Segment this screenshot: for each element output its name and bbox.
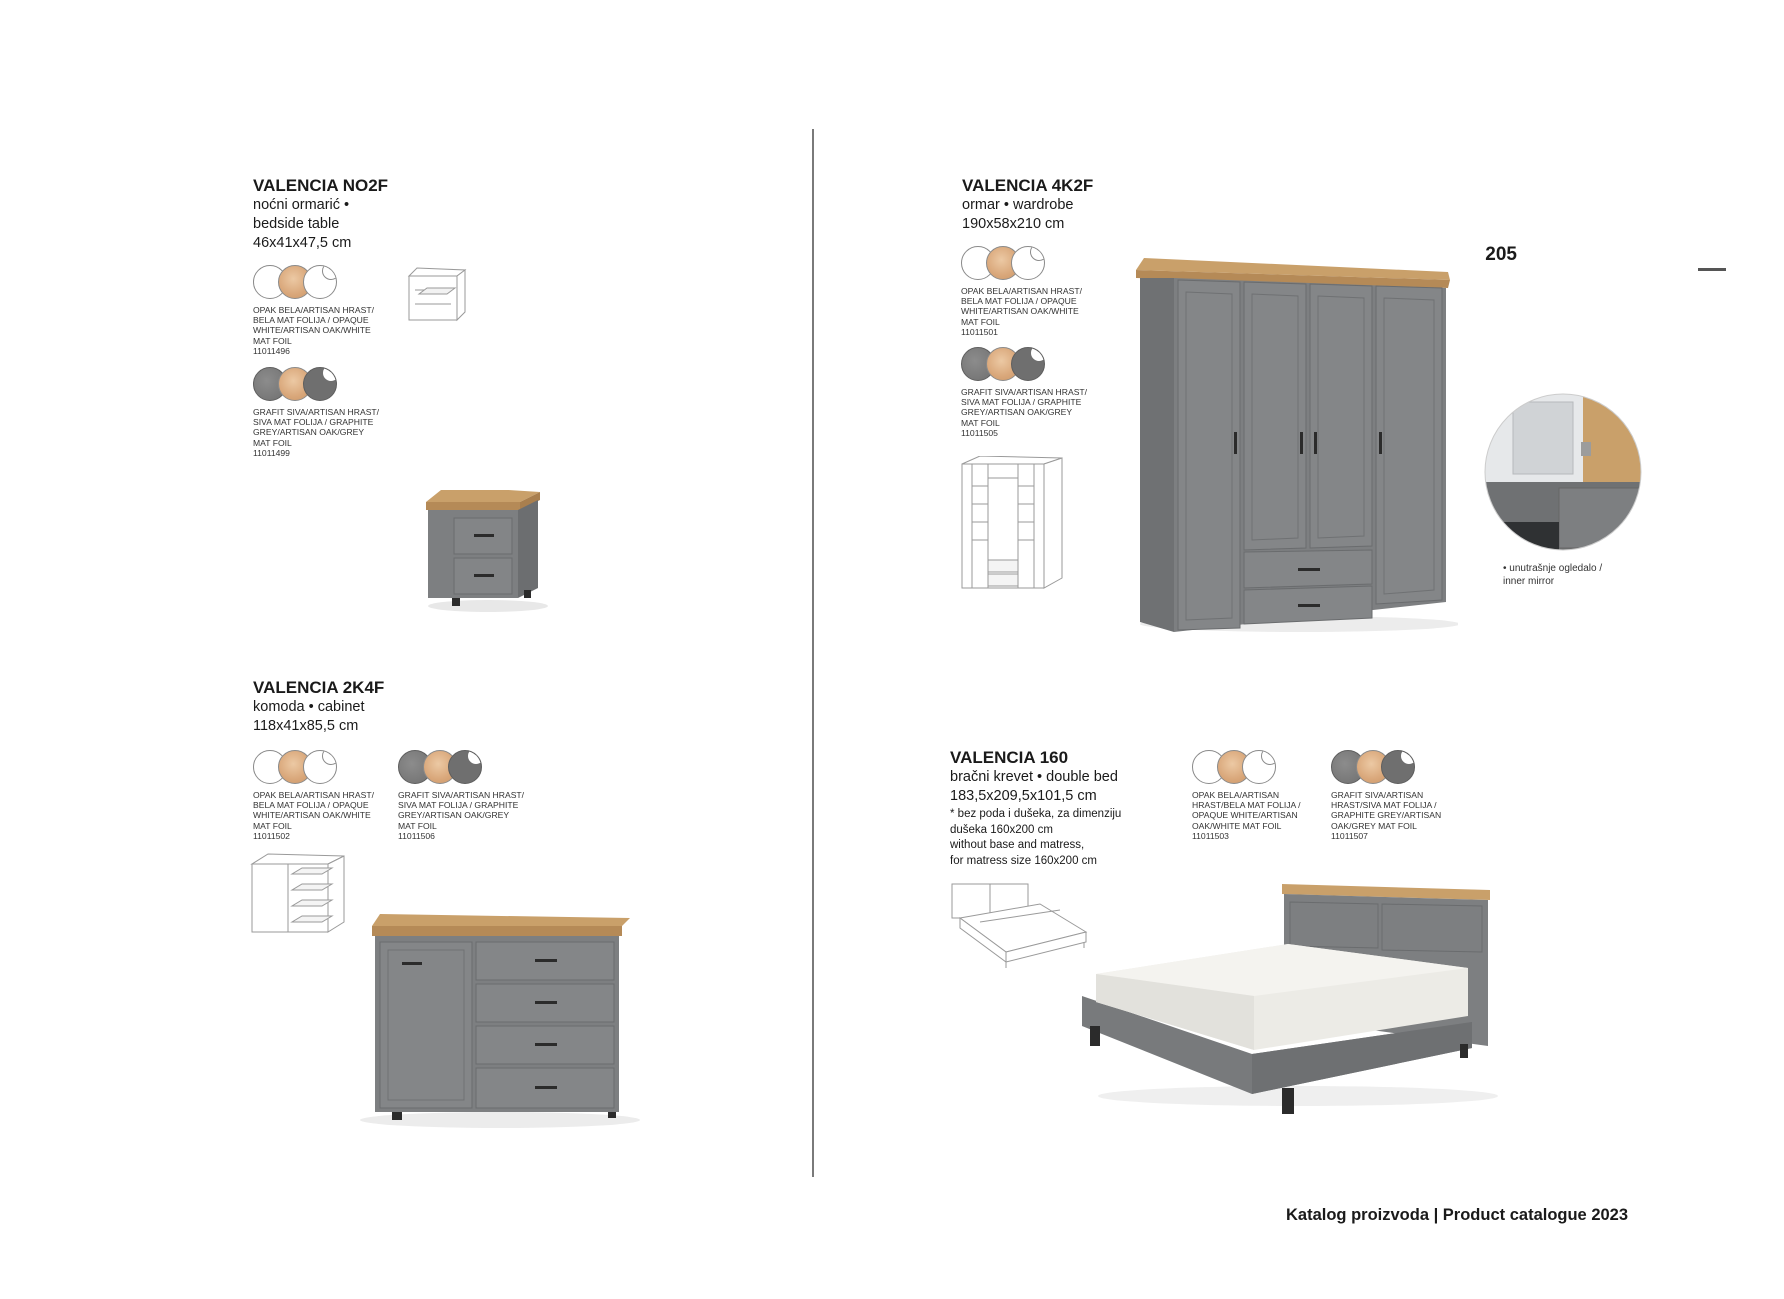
bedside-table-drawing	[405, 266, 467, 324]
variant-caption: WHITE/ARTISAN OAK/WHITE	[253, 325, 371, 336]
variant-graphite	[1331, 750, 1441, 841]
swatch-group	[253, 367, 379, 401]
product-type: ormar • wardrobe	[962, 197, 1074, 213]
wardrobe-image	[1130, 252, 1458, 636]
variant-caption: MAT FOIL	[253, 335, 292, 346]
variant-caption: GRAFIT SIVA/ARTISAN HRAST/	[961, 387, 1088, 397]
variant-white	[253, 265, 374, 356]
variant-caption: BELA MAT FOLIJA / OPAQUE	[253, 315, 369, 326]
variant-caption: HRAST/BELA MAT FOLIJA /	[1192, 800, 1301, 811]
swatch-group	[253, 750, 374, 784]
variant-caption: SIVA MAT FOLIJA / GRAPHITE	[398, 800, 519, 811]
variant-code: 11011502	[253, 830, 290, 841]
variant-white	[1192, 750, 1301, 841]
variant-caption: WHITE/ARTISAN OAK/WHITE	[253, 810, 371, 821]
product-title: VALENCIA 4K2F	[962, 176, 1094, 195]
product-4k2f-header	[962, 176, 1093, 234]
mirror-caption-line: • unutrašnje ogledalo /	[1503, 563, 1603, 574]
product-type-en: bedside table	[253, 216, 340, 232]
variant-caption: MAT FOIL	[961, 417, 1000, 428]
variant-caption: OPAK BELA/ARTISAN	[1192, 790, 1280, 800]
swatch-group	[253, 265, 374, 299]
product-type: bračni krevet • double bed	[950, 769, 1118, 785]
variant-caption: OPAQUE WHITE/ARTISAN	[1192, 810, 1298, 821]
variant-caption: OPAK BELA/ARTISAN HRAST/	[253, 305, 374, 315]
variant-caption: GRAFIT SIVA/ARTISAN HRAST/	[398, 790, 525, 800]
swatch-grey-foil	[1011, 347, 1045, 381]
variant-white	[961, 246, 1082, 337]
page-number-underline	[1698, 268, 1726, 271]
swatch-group	[961, 347, 1087, 381]
variant-caption: MAT FOIL	[253, 437, 292, 448]
variant-caption: MAT FOIL	[253, 820, 292, 831]
variant-caption: GRAFIT SIVA/ARTISAN	[1331, 790, 1424, 800]
variant-caption: OPAK BELA/ARTISAN HRAST/	[253, 790, 374, 800]
product-type: noćni ormarić •	[253, 197, 350, 213]
variant-white	[253, 750, 374, 841]
variant-code: 11011507	[1331, 830, 1368, 841]
cabinet-drawing	[248, 852, 348, 936]
variant-graphite	[961, 347, 1087, 438]
swatch-group	[398, 750, 524, 784]
variant-caption: MAT FOIL	[398, 820, 437, 831]
mirror-caption	[1503, 562, 1602, 588]
swatch-group	[961, 246, 1082, 280]
wardrobe-drawing	[958, 456, 1066, 592]
variant-caption: MAT FOIL	[961, 316, 1000, 327]
swatch-grey-foil	[448, 750, 482, 784]
page-divider	[812, 129, 814, 1177]
product-dimensions: 190x58x210 cm	[962, 216, 1065, 232]
variant-caption: BELA MAT FOLIJA / OPAQUE	[961, 296, 1077, 307]
swatch-white-foil	[1011, 246, 1045, 280]
variant-caption: OPAK BELA/ARTISAN HRAST/	[961, 286, 1082, 296]
product-dimensions: 46x41x47,5 cm	[253, 235, 352, 251]
swatch-group	[1331, 750, 1441, 784]
product-type: komoda • cabinet	[253, 699, 365, 715]
variant-code: 11011505	[961, 427, 998, 438]
catalogue-footer: Katalog proizvoda | Product catalogue 2023	[1286, 1206, 1629, 1224]
product-dimensions: 118x41x85,5 cm	[253, 718, 359, 734]
product-2k4f-header	[253, 678, 384, 736]
variant-caption: GREY/ARTISAN OAK/GREY	[398, 810, 510, 821]
swatch-white-foil	[1242, 750, 1276, 784]
inner-mirror-detail	[1483, 392, 1643, 552]
variant-caption: OAK/WHITE MAT FOIL	[1192, 820, 1282, 831]
product-note: * bez poda i dušeka, za dimenziju	[950, 808, 1122, 820]
variant-caption: OAK/GREY MAT FOIL	[1331, 820, 1417, 831]
swatch-white-foil	[303, 265, 337, 299]
swatch-grey-foil	[303, 367, 337, 401]
variant-caption: GRAPHITE GREY/ARTISAN	[1331, 810, 1442, 821]
product-no2f-header	[253, 176, 388, 253]
variant-caption: WHITE/ARTISAN OAK/WHITE	[961, 306, 1079, 317]
variant-code: 11011496	[253, 345, 290, 356]
variant-graphite	[398, 750, 524, 841]
variant-caption: BELA MAT FOLIJA / OPAQUE	[253, 800, 369, 811]
variant-code: 11011501	[961, 326, 998, 337]
bed-drawing	[950, 882, 1090, 970]
product-note: without base and matress,	[950, 839, 1085, 851]
cabinet-image	[340, 912, 640, 1134]
product-note: dušeka 160x200 cm	[950, 823, 1053, 836]
variant-caption: GREY/ARTISAN OAK/GREY	[253, 427, 365, 438]
variant-caption: GREY/ARTISAN OAK/GREY	[961, 407, 1073, 418]
variant-code: 11011506	[398, 830, 435, 841]
variant-caption: SIVA MAT FOLIJA / GRAPHITE	[253, 417, 374, 428]
variant-caption: HRAST/SIVA MAT FOLIJA /	[1331, 800, 1437, 811]
bed-image	[1078, 878, 1498, 1124]
swatch-white-foil	[303, 750, 337, 784]
product-title: VALENCIA 160	[950, 748, 1069, 767]
product-title: VALENCIA 2K4F	[253, 678, 385, 697]
variant-code: 11011503	[1192, 830, 1229, 841]
product-title: VALENCIA NO2F	[253, 176, 389, 195]
mirror-caption-line: inner mirror	[1503, 576, 1555, 587]
variant-caption: SIVA MAT FOLIJA / GRAPHITE	[961, 397, 1082, 408]
swatch-group	[1192, 750, 1301, 784]
swatch-grey-foil	[1381, 750, 1415, 784]
product-dimensions: 183,5x209,5x101,5 cm	[950, 788, 1097, 804]
variant-graphite	[253, 367, 379, 458]
page-number: 205	[1485, 244, 1517, 265]
bedside-table-image	[420, 490, 550, 615]
product-160-header	[950, 748, 1121, 869]
variant-caption: GRAFIT SIVA/ARTISAN HRAST/	[253, 407, 380, 417]
product-note: for matress size 160x200 cm	[950, 854, 1098, 867]
variant-code: 11011499	[253, 447, 290, 458]
